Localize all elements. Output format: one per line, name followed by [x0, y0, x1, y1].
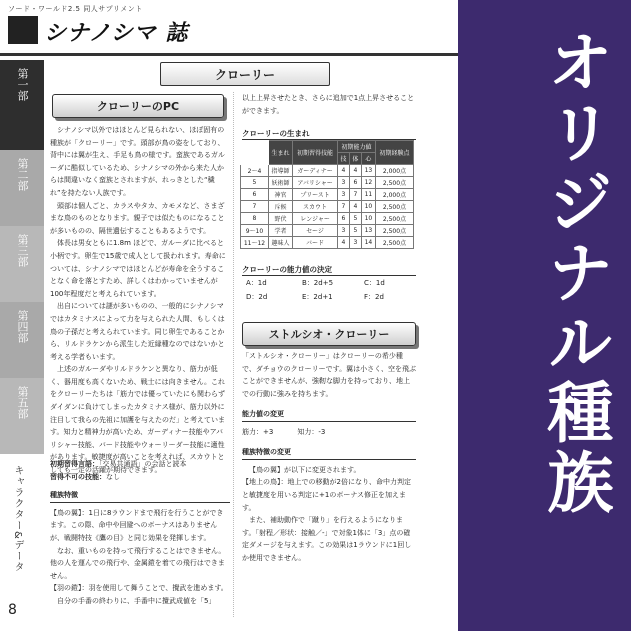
ability-f: F：2d: [364, 293, 384, 301]
column-divider: [233, 92, 234, 617]
table-cell: 4: [349, 201, 361, 213]
header-logo: シナノシマ 誌: [44, 21, 189, 46]
table-row: [241, 213, 414, 225]
right-top-text: 以上上昇させたとき、さらに追加で1点上昇させることができます。: [242, 94, 415, 115]
table-cell: 5: [349, 225, 361, 237]
table-cell: 2,500点: [375, 237, 413, 249]
chapter-label: キャラクター&データ: [12, 465, 23, 573]
tab-part-4[interactable]: 第四部: [0, 302, 44, 378]
section-title: クローリー: [160, 62, 330, 86]
trait-change-title: 種族特徴の変更: [242, 446, 416, 460]
table-cell: 7: [349, 189, 361, 201]
right-bottom-block: [242, 410, 416, 565]
table-cell: 3: [338, 189, 350, 201]
tab-part-1[interactable]: 第一部: [0, 60, 44, 150]
table-cell: セージ: [293, 225, 338, 237]
table-row: [241, 237, 414, 249]
table-cell: 2,500点: [375, 201, 413, 213]
tab-part-5[interactable]: 第五部: [0, 378, 44, 454]
page-number: 8: [8, 602, 17, 618]
race-table-title: クローリーの生まれ: [242, 128, 416, 140]
table-cell: 10: [361, 201, 375, 213]
table-cell: 13: [361, 165, 375, 177]
trait-change-text: 【鳥の翼】が以下に変更されます。: [249, 465, 361, 474]
strusio-text: 「ストルシオ・クローリー」はクローリーの希少種で、ダチョウのクローリーです。翼は小さく、空を飛ぶことができませんが、強靭な脚力を持っており、地上での行動に強みを持ちます。: [242, 352, 416, 398]
table-cell: 8: [241, 213, 269, 225]
table-cell: 斥候: [268, 201, 292, 213]
table-cell: 3: [349, 237, 361, 249]
table-header: 体: [349, 153, 361, 165]
trait-text: 自分の手番の終わりに、手番中に攪武成値を「5」: [57, 596, 216, 605]
table-header: [241, 141, 269, 165]
table-cell: アバリシャー: [293, 177, 338, 189]
ability-e: E：2d+1: [302, 293, 333, 301]
table-cell: 妖術師: [268, 177, 292, 189]
paragraph: 体長は男女ともに1.8m ほどで、ガルーダに比べると小柄です。卵生で15歳で成人として扱われます。寿命については、シナノシマではほとんどが寿命を全うすることなく命を落とすため、詳しくはわかっていませんが100年程度だと考えられています。: [50, 239, 226, 298]
table-cell: 14: [361, 237, 375, 249]
table-cell: 5: [241, 177, 269, 189]
ability-change-item: 筋力：+3: [242, 427, 274, 436]
table-cell: 6: [241, 189, 269, 201]
table-header: 心: [361, 153, 375, 165]
table-cell: 2,500点: [375, 213, 413, 225]
ability-d: D：2d: [246, 293, 268, 301]
table-cell: 神官: [268, 189, 292, 201]
paragraph: 出自については謎が多いものの、一般的にシナノシマではカタミナスによって力を与えられた人間、もしくは鳥の子孫だと考えられています。同じ卵生であることから、リルドラケンから派生した近縁種なのではないかと考える学者もいます。: [50, 302, 225, 361]
table-cell: 11: [361, 189, 375, 201]
trait-text: 【羽の鎧】：羽を使用して舞うことで、攪武を進めます。: [50, 584, 228, 593]
paragraph: シナノシマ以外ではほとんど見られない、ほぼ固有の種族が「クローリー」です。頭部が鳥の姿をしており、背中には翼が生え、手足も鳥の様です。蛮族であるガルーダに酷似しているため、シナノシマの外から来た人からは間違いなく蛮族とされますが、れっきとした“穢れ”を持たない人族です。: [50, 126, 225, 197]
logo-mark: [8, 16, 38, 44]
table-row: [241, 189, 414, 201]
paragraph: 頭部は個人ごと、カラスやタカ、カモメなど、さまざまな鳥のものとなります。親子では似たものになることが多いものの、隔世遺伝することもあるようです。: [50, 201, 225, 235]
paragraph: 上述のガルーダやリルドラケンと異なり、筋力が低く、器用度も高くないため、戦士には向きません。これをクローリーたちは「筋力では優っていたにも関わらずダイダンに負けてしまったカタミナス様が、筋力以外に注目して我らの先祖に加護を与えたのだ」と考えています。知力と精神力が高いため、ガーディナー技能やアバリシャー技能、バード技能やウォーリーダー技能に適性があります。敏捷度が高いことを考えれば、スカウトとしても一定の活躍が期待できます。: [50, 365, 225, 475]
lang-value: 「交易共通語」の会話と読本: [99, 460, 187, 468]
table-cell: 4: [338, 165, 350, 177]
tab-part-2[interactable]: 第二部: [0, 150, 44, 226]
trait-change-text: また、補助動作で「蹴り」を行えるようになります。「射程／形状：接触／-」で対象1体に「3」点の確定ダメージを与えます。この効果は1ラウンドに1回しか使用できません。: [242, 516, 412, 562]
table-cell: 指導師: [268, 165, 292, 177]
lang-label: 初期習得言語：: [50, 460, 99, 468]
table-header: 初期習得技能: [293, 141, 338, 165]
table-cell: 3: [338, 225, 350, 237]
table-cell: 4: [349, 165, 361, 177]
table-cell: 7: [338, 201, 350, 213]
table-cell: 9〜10: [241, 225, 269, 237]
table-cell: 2,500点: [375, 225, 413, 237]
table-cell: 5: [349, 213, 361, 225]
noskill-label: 習得不可の技能：: [50, 472, 106, 481]
table-cell: 2,500点: [375, 177, 413, 189]
table-row: [241, 177, 414, 189]
table-header: 生まれ: [268, 141, 292, 165]
table-cell: 趣味人: [268, 237, 292, 249]
table-cell: 10: [361, 213, 375, 225]
table-cell: バード: [293, 237, 338, 249]
table-cell: ガーディナー: [293, 165, 338, 177]
table-header: 初期能力値: [338, 141, 376, 153]
race-table: [240, 140, 414, 249]
table-cell: 13: [361, 225, 375, 237]
table-cell: 2,000点: [375, 189, 413, 201]
table-cell: 学者: [268, 225, 292, 237]
table-row: [241, 225, 414, 237]
trait-change-text: 【地上の鳥】：地上での移動が2倍になり、命中力判定と敏捷度を用いる判定に+1のボーナス修正を加えます。: [242, 478, 411, 512]
table-cell: スカウト: [293, 201, 338, 213]
ability-b: B：2d+5: [302, 279, 334, 287]
noskill-value: なし: [106, 472, 120, 481]
table-cell: 6: [338, 213, 350, 225]
trait-text: 【鳥の翼】：1日に8ラウンドまで飛行を行うことができます。この際、命中や回避へのボーナスはありませんが、戦闘特技《鷹の目》と同じ効果を発揮します。: [50, 508, 224, 542]
header-subtitle: ソード・ワールド2.5 同人サプリメント: [8, 5, 143, 13]
table-cell: 2,000点: [375, 165, 413, 177]
table-cell: 7: [241, 201, 269, 213]
left-bottom-block: [50, 458, 230, 608]
subheading-strusio: ストルシオ・クローリー: [242, 322, 416, 346]
table-header: 技: [338, 153, 350, 165]
table-cell: 11〜12: [241, 237, 269, 249]
left-column-text: [50, 124, 230, 477]
table-cell: 6: [349, 177, 361, 189]
table-cell: 2〜4: [241, 165, 269, 177]
tab-part-3[interactable]: 第三部: [0, 226, 44, 302]
ability-c: C：1d: [364, 279, 385, 287]
subheading-pc: クローリーのPC: [52, 94, 224, 118]
trait-text: なお、重いものを持って飛行することはできません。他の人を運んでの飛行や、金属鎧を着ての飛行はできません。: [50, 546, 226, 580]
table-cell: 4: [338, 237, 350, 249]
ability-title: クローリーの能力値の決定: [242, 264, 416, 276]
ability-change-title: 能力値の変更: [242, 408, 416, 422]
table-cell: 野伏: [268, 213, 292, 225]
table-cell: 3: [338, 177, 350, 189]
banner-title: オリジナル種族: [536, 28, 613, 518]
table-cell: 12: [361, 177, 375, 189]
table-cell: レンジャー: [293, 213, 338, 225]
table-cell: プリースト: [293, 189, 338, 201]
ability-a: A：1d: [246, 279, 267, 287]
ability-change-item: 知力：-3: [297, 427, 326, 436]
table-row: [241, 165, 414, 177]
table-row: [241, 201, 414, 213]
trait-heading: 種族特徴: [50, 489, 230, 503]
table-header: 初期経験点: [375, 141, 413, 165]
header-divider: [0, 53, 458, 56]
